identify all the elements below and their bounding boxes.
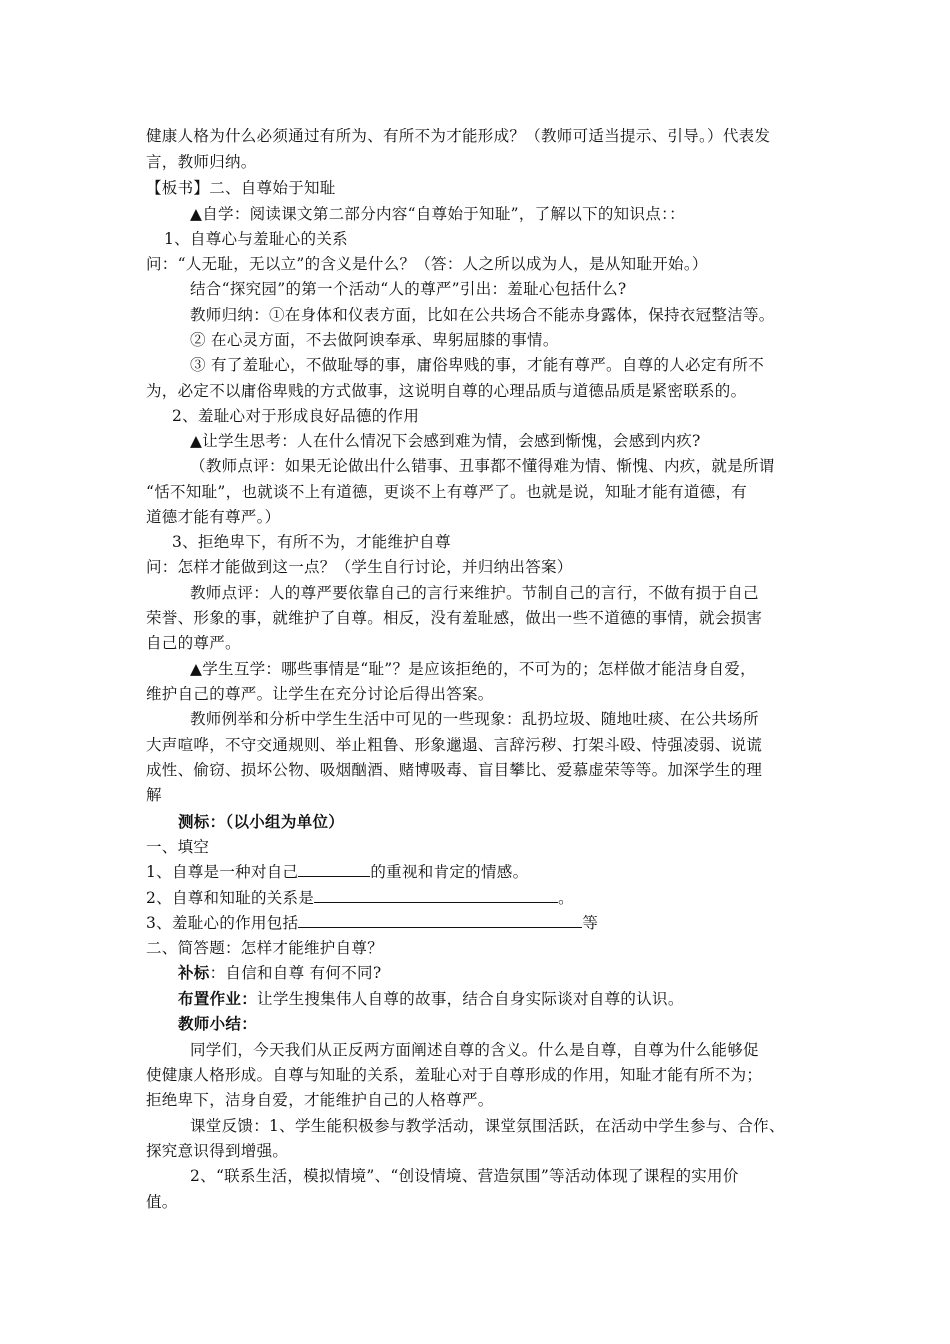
question-text: 3、羞耻心的作用包括 — [146, 914, 299, 932]
text-line: 结合“探究园”的第一个活动“人的尊严”引出：羞耻心包括什么? — [190, 280, 627, 298]
summary-heading: 教师小结： — [178, 1014, 258, 1033]
text-line: 健康人格为什么必须通过有所为、有所不为才能形成？（教师可适当提示、引导。）代表发 — [146, 127, 771, 145]
text-line: 拒绝卑下，洁身自爱，才能维护自己的人格尊严。 — [146, 1091, 494, 1109]
text-line: ▲自学：阅读课文第二部分内容“自尊始于知耻”，了解以下的知识点：： — [190, 205, 685, 223]
answer-blank — [298, 913, 582, 928]
text-line: ▲学生互学：哪些事情是“耻”？是应该拒绝的，不可为的；怎样做才能洁身自爱， — [190, 660, 756, 678]
text-line: 道德才能有尊严。） — [146, 508, 281, 526]
text-line: 成性、偷窃、损坏公物、吸烟酗酒、赌博吸毒、盲目攀比、爱慕虚荣等等。加深学生的理 — [146, 761, 763, 779]
text-line: 教师归纳：①在身体和仪表方面，比如在公共场合不能赤身露体，保持衣冠整洁等。 — [190, 306, 775, 324]
answer-blank — [298, 862, 370, 877]
text-line: 维护自己的尊严。让学生在充分讨论后得出答案。 — [146, 685, 494, 703]
text-line: （教师点评：如果无论做出什么错事、丑事都不懂得难为情、惭愧、内疚，就是所谓 — [190, 457, 775, 475]
text-line: 2、“联系生活，模拟情境”、“创设情境、营造氛围”等活动体现了课程的实用价 — [190, 1167, 739, 1185]
text-line: 探究意识得到增强。 — [146, 1142, 289, 1160]
subsection-heading: 3、拒绝卑下，有所不为，才能维护自尊 — [172, 533, 451, 551]
text-line: 荣誉、形象的事，就维护了自尊。相反，没有羞耻感，做出一些不道德的事情，就会损害 — [146, 609, 763, 627]
quiz-heading: 测标：（以小组为单位） — [178, 812, 345, 831]
bold-label: 布置作业： — [178, 989, 258, 1008]
text-line: 教师例举和分析中学生生活中可见的一些现象：乱扔垃圾、随地吐痰、在公共场所 — [190, 710, 759, 728]
text-line: ③ 有了羞耻心，不做耻辱的事，庸俗卑贱的事，才能有尊严。自尊的人必定有所不 — [190, 356, 765, 374]
text-line: ▲让学生思考：人在什么情况下会感到难为情，会感到惭愧，会感到内疚? — [190, 432, 701, 450]
text-line: 问：“人无耻，无以立”的含义是什么？（答：人之所以成为人，是从知耻开始。） — [146, 255, 708, 273]
text-line: 值。 — [146, 1193, 178, 1211]
text-line: 问：怎样才能做到这一点？（学生自行讨论，并归纳出答案） — [146, 558, 573, 576]
question-text: 1、自尊是一种对自己 — [146, 863, 299, 881]
subsection-heading: 1、自尊心与羞耻心的关系 — [164, 230, 348, 248]
text-span: ：自信和自尊 有何不同? — [209, 964, 382, 982]
text-line: 二、简答题：怎样才能维护自尊？ — [146, 939, 384, 957]
text-line: 使健康人格形成。自尊与知耻的关系，羞耻心对于自尊形成的作用，知耻才能有所不为； — [146, 1066, 763, 1084]
fill-blank-question — [146, 913, 598, 933]
text-line: 解 — [146, 786, 162, 804]
section-heading: 【板书】二、自尊始于知耻 — [146, 179, 336, 197]
text-line: 大声喧哗，不守交通规则、举止粗鲁、形象邋遢、言辞污秽、打架斗殴、恃强凌弱、说谎 — [146, 736, 763, 754]
text-line: 同学们，今天我们从正反两方面阐述自尊的含义。什么是自尊，自尊为什么能够促 — [190, 1041, 759, 1059]
fill-blank-question — [146, 862, 528, 882]
question-text: 2、自尊和知耻的关系是 — [146, 889, 315, 907]
text-line: 教师点评：人的尊严要依靠自己的言行来维护。节制自己的言行，不做有损于自己 — [190, 584, 759, 602]
text-line: 课堂反馈：1、学生能积极参与教学活动，课堂氛围活跃，在活动中学生参与、合作、 — [190, 1117, 785, 1135]
text-line — [178, 989, 684, 1009]
fill-blank-question — [146, 888, 574, 908]
text-span: 让学生搜集伟人自尊的故事，结合自身实际谈对自尊的认识。 — [257, 990, 684, 1008]
text-line: 一、填空 — [146, 838, 210, 856]
question-text: 等 — [582, 914, 599, 932]
text-line: 为，必定不以庸俗卑贱的方式做事，这说明自尊的心理品质与道德品质是紧密联系的。 — [146, 382, 747, 400]
question-text: 的重视和肯定的情感。 — [370, 863, 529, 881]
text-line: 言，教师归纳。 — [146, 153, 257, 171]
subsection-heading: 2、羞耻心对于形成良好品德的作用 — [172, 407, 420, 425]
bold-label: 补标 — [178, 963, 210, 982]
text-line: ② 在心灵方面，不去做阿谀奉承、卑躬屈膝的事情。 — [190, 331, 559, 349]
text-line: “恬不知耻”，也就谈不上有道德，更谈不上有尊严了。也就是说，知耻才能有道德，有 — [146, 483, 748, 501]
text-line — [178, 963, 381, 983]
answer-blank — [314, 888, 558, 903]
text-line: 自己的尊严。 — [146, 634, 241, 652]
question-text: 。 — [558, 889, 574, 907]
